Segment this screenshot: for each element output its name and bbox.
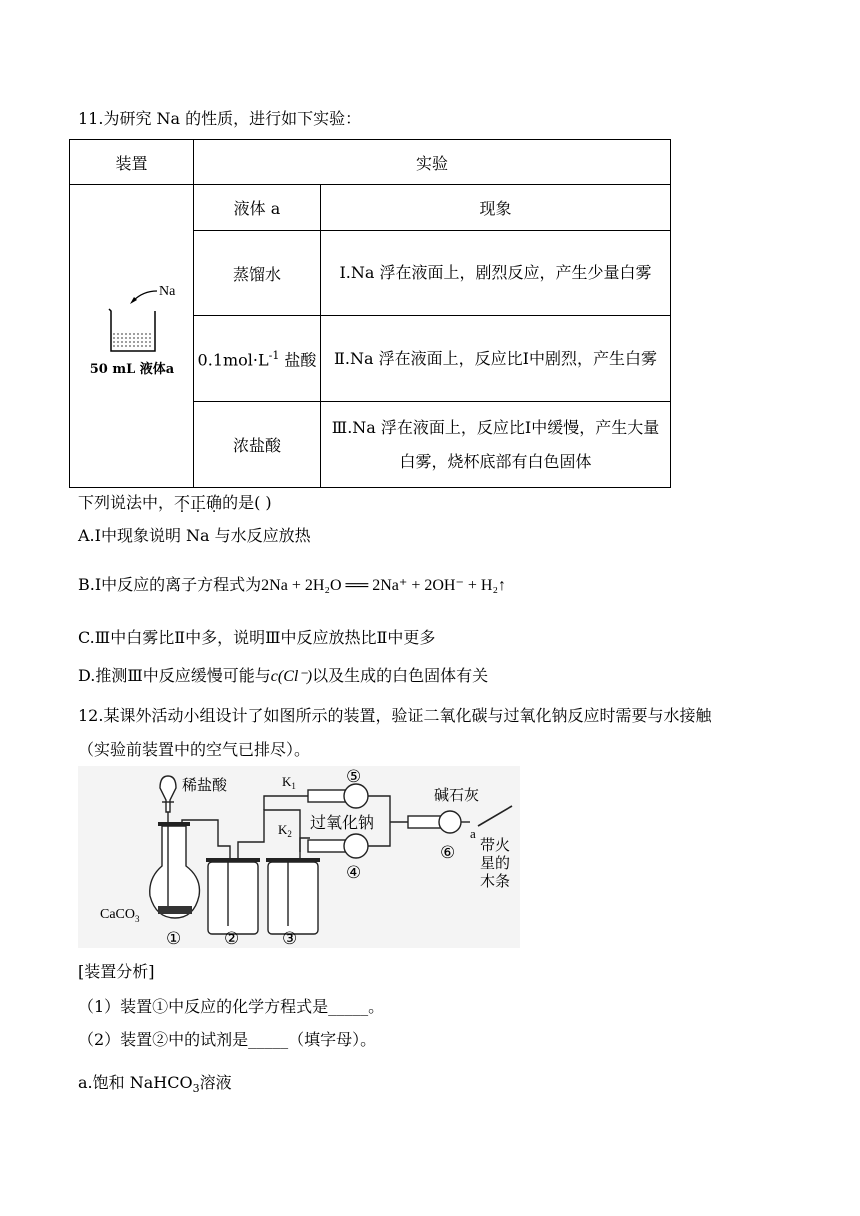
q12-analysis-heading: [装置分析]	[78, 962, 155, 981]
header-apparatus: 装置	[70, 140, 194, 185]
label-k1: $K_1$	[282, 774, 296, 791]
experiment-table	[69, 139, 671, 488]
q11-prompt: 下列说法中，不正确的是( )	[78, 493, 272, 512]
q11-option-a: A.Ⅰ中现象说明 Na 与水反应放热	[78, 526, 311, 545]
label-splint-3: 木条	[480, 872, 511, 890]
label-2: ②	[224, 929, 240, 948]
bottle-3	[268, 862, 318, 934]
q12-stem-1: 12.某课外活动小组设计了如图所示的装置，验证二氧化碳与过氧化钠反应时需要与水接触	[78, 706, 712, 725]
label-a: a	[470, 826, 476, 841]
label-acid: 稀盐酸	[182, 776, 228, 794]
label-caco3: CaCO$_3$	[100, 907, 140, 924]
label-na2o2: 过氧化钠	[310, 813, 375, 832]
q12-sub-1: （1）装置①中反应的化学方程式是_____。	[78, 997, 385, 1016]
chloride-concentration: c(Cl⁻)	[270, 668, 313, 685]
phenomenon-row-2: Ⅱ.Na 浮在液面上，反应比Ⅰ中剧烈，产生白雾	[321, 316, 671, 402]
label-k2: $K_2$	[278, 822, 292, 839]
tube-5	[344, 784, 368, 808]
tube-4	[344, 834, 368, 858]
beaker	[109, 309, 155, 351]
emphasis-char: 不	[174, 493, 191, 512]
q11-option-b: B.Ⅰ中反应的离子方程式为2Na + 2H₂O ══ 2Na⁺ + 2OH⁻ + H₂↑	[78, 575, 507, 594]
liquid-a-label: 50 mL 液体a	[89, 362, 174, 377]
apparatus-diagram	[78, 766, 520, 948]
q12-stem-2: （实验前装置中的空气已排尽）。	[78, 740, 311, 759]
label-6: ⑥	[440, 843, 456, 863]
label-3: ③	[282, 929, 298, 948]
header-liquid: 液体 a	[194, 185, 321, 231]
tube-6	[439, 811, 461, 833]
ionic-equation: 2Na + 2H₂O ══ 2Na⁺ + 2OH⁻ + H₂↑	[261, 577, 507, 594]
apparatus-figure-cell	[70, 185, 194, 488]
header-phenomenon: 现象	[321, 185, 671, 231]
header-experiment: 实验	[194, 140, 671, 185]
na-label: Na	[158, 284, 175, 299]
emphasis-char: 正	[190, 493, 207, 512]
q12-sub-2: （2）装置②中的试剂是_____（填字母）。	[78, 1030, 377, 1049]
label-1: ①	[166, 929, 182, 948]
q11-option-d: D.推测Ⅲ中反应缓慢可能与c(Cl⁻)以及生成的白色固体有关	[78, 666, 489, 685]
bottle-2	[208, 862, 258, 934]
beaker-figure	[77, 279, 187, 389]
label-4: ④	[346, 863, 362, 883]
liquid-row-3: 浓盐酸	[194, 402, 321, 488]
caco3-solid	[158, 906, 192, 914]
q11-stem: 11.为研究 Na 的性质，进行如下实验：	[78, 109, 362, 128]
emphasis-char: 确	[206, 493, 223, 512]
label-splint-1: 带火	[480, 836, 511, 854]
liquid-row-2: $0.1mol\cdot L^{-1}$ 盐酸	[194, 316, 321, 402]
label-soda-lime: 碱石灰	[434, 786, 480, 804]
q12-option-a: a.饱和 NaHCO$_3$溶液	[78, 1073, 232, 1096]
liquid-row-1: 蒸馏水	[194, 231, 321, 316]
label-splint-2: 星的	[480, 854, 511, 872]
phenomenon-row-3: Ⅲ.Na 浮在液面上，反应比Ⅰ中缓慢，产生大量白雾，烧杯底部有白色固体	[321, 402, 671, 488]
label-5: ⑤	[346, 767, 362, 787]
q11-option-c: C.Ⅲ中白雾比Ⅱ中多，说明Ⅲ中反应放热比Ⅱ中更多	[78, 628, 436, 647]
phenomenon-row-1: Ⅰ.Na 浮在液面上，剧烈反应，产生少量白雾	[321, 231, 671, 316]
